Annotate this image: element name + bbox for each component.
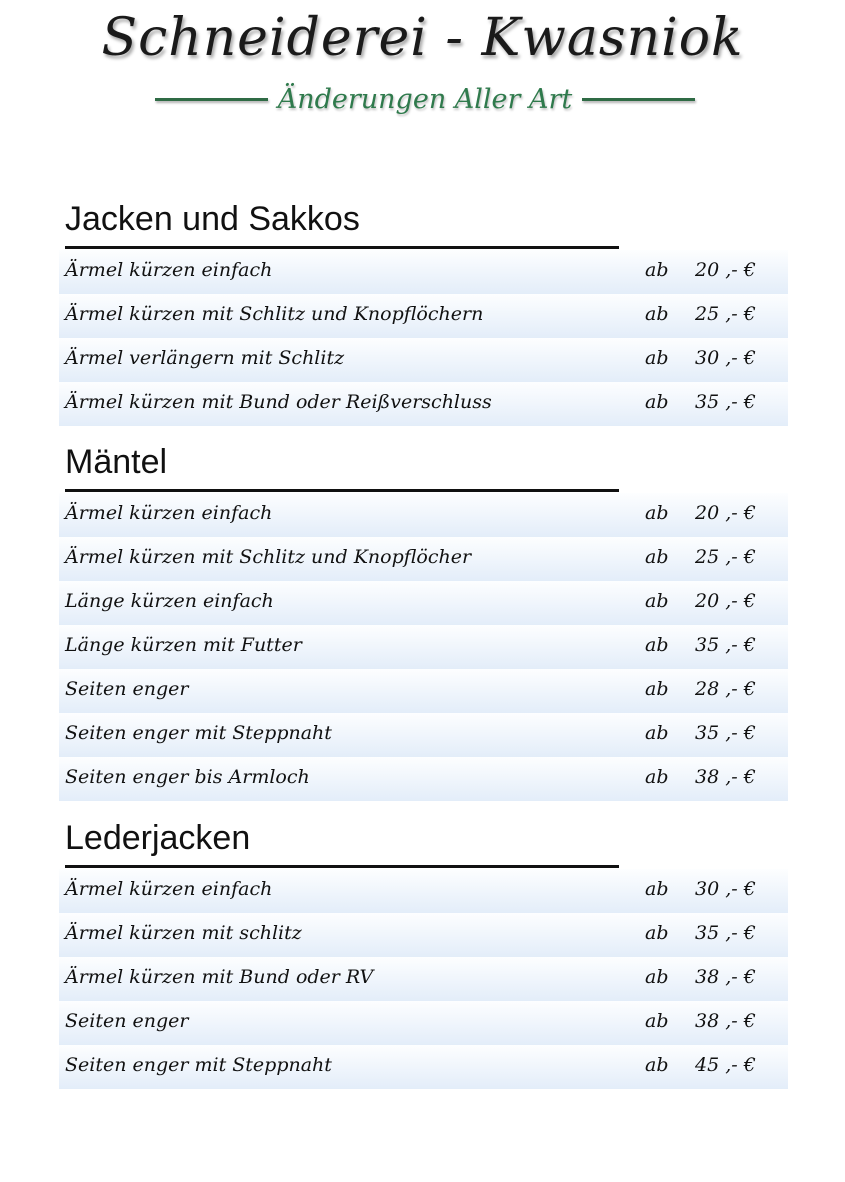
section-heading	[59, 810, 788, 868]
price-row	[59, 913, 788, 957]
price-value: 28 ,- €	[695, 678, 756, 700]
section-maentel	[59, 434, 788, 801]
price-value: 25 ,- €	[695, 546, 756, 568]
price-value: 35 ,- €	[695, 391, 756, 413]
price-row	[59, 338, 788, 382]
service-name: Ärmel kürzen mit Schlitz und Knopflöchern	[65, 303, 484, 325]
logo-right-line	[582, 98, 695, 101]
price-prefix: ab	[645, 878, 669, 900]
price-value: 35 ,- €	[695, 922, 756, 944]
section-heading	[59, 191, 788, 249]
price-row	[59, 957, 788, 1001]
price-value: 25 ,- €	[695, 303, 756, 325]
price-row	[59, 1001, 788, 1045]
logo-left-line	[155, 98, 268, 101]
section-title: Lederjacken	[65, 819, 251, 857]
section-title: Jacken und Sakkos	[65, 200, 360, 238]
price-value: 45 ,- €	[695, 1054, 756, 1076]
price-value: 35 ,- €	[695, 722, 756, 744]
price-value: 20 ,- €	[695, 502, 756, 524]
price-prefix: ab	[645, 259, 669, 281]
service-name: Ärmel kürzen mit Bund oder Reißverschluss	[65, 391, 492, 413]
section-divider	[65, 246, 619, 249]
service-name: Seiten enger	[65, 1010, 189, 1032]
service-name: Ärmel kürzen einfach	[65, 502, 273, 524]
price-prefix: ab	[645, 590, 669, 612]
price-row	[59, 625, 788, 669]
price-row	[59, 1045, 788, 1089]
section-jacken-und-sakkos	[59, 191, 788, 426]
price-prefix: ab	[645, 922, 669, 944]
price-prefix: ab	[645, 1054, 669, 1076]
price-prefix: ab	[645, 303, 669, 325]
service-name: Seiten enger bis Armloch	[65, 766, 310, 788]
price-prefix: ab	[645, 347, 669, 369]
price-value: 30 ,- €	[695, 878, 756, 900]
price-value: 38 ,- €	[695, 1010, 756, 1032]
price-value: 38 ,- €	[695, 966, 756, 988]
price-value: 38 ,- €	[695, 766, 756, 788]
service-name: Seiten enger mit Steppnaht	[65, 1054, 332, 1076]
logo-subtitle-row	[155, 82, 695, 116]
price-row	[59, 713, 788, 757]
service-name: Länge kürzen einfach	[65, 590, 274, 612]
service-name: Ärmel kürzen einfach	[65, 259, 273, 281]
service-name: Seiten enger mit Steppnaht	[65, 722, 332, 744]
price-value: 35 ,- €	[695, 634, 756, 656]
service-name: Ärmel kürzen mit schlitz	[65, 922, 302, 944]
service-name: Ärmel kürzen einfach	[65, 878, 273, 900]
price-prefix: ab	[645, 966, 669, 988]
price-prefix: ab	[645, 502, 669, 524]
price-prefix: ab	[645, 766, 669, 788]
logo-subtitle: Änderungen Aller Art	[277, 83, 573, 115]
section-lederjacken	[59, 810, 788, 1089]
service-name: Länge kürzen mit Futter	[65, 634, 302, 656]
price-value: 20 ,- €	[695, 259, 756, 281]
price-value: 30 ,- €	[695, 347, 756, 369]
logo	[0, 0, 845, 130]
section-divider	[65, 489, 619, 492]
section-title: Mäntel	[65, 443, 168, 481]
price-row	[59, 669, 788, 713]
price-row	[59, 581, 788, 625]
service-name: Ärmel verlängern mit Schlitz	[65, 347, 345, 369]
section-heading	[59, 434, 788, 492]
price-list	[59, 493, 788, 801]
price-row	[59, 250, 788, 294]
service-name: Ärmel kürzen mit Bund oder RV	[65, 966, 374, 988]
price-prefix: ab	[645, 678, 669, 700]
logo-title: Schneiderei - Kwasniok	[101, 8, 744, 68]
price-prefix: ab	[645, 722, 669, 744]
price-prefix: ab	[645, 1010, 669, 1032]
price-row	[59, 537, 788, 581]
price-list	[59, 250, 788, 426]
price-row	[59, 493, 788, 537]
price-row	[59, 294, 788, 338]
price-row	[59, 757, 788, 801]
price-row	[59, 382, 788, 426]
price-prefix: ab	[645, 546, 669, 568]
price-value: 20 ,- €	[695, 590, 756, 612]
service-name: Seiten enger	[65, 678, 189, 700]
price-prefix: ab	[645, 391, 669, 413]
price-prefix: ab	[645, 634, 669, 656]
section-divider	[65, 865, 619, 868]
price-list	[59, 869, 788, 1089]
service-name: Ärmel kürzen mit Schlitz und Knopflöcher	[65, 546, 472, 568]
price-row	[59, 869, 788, 913]
